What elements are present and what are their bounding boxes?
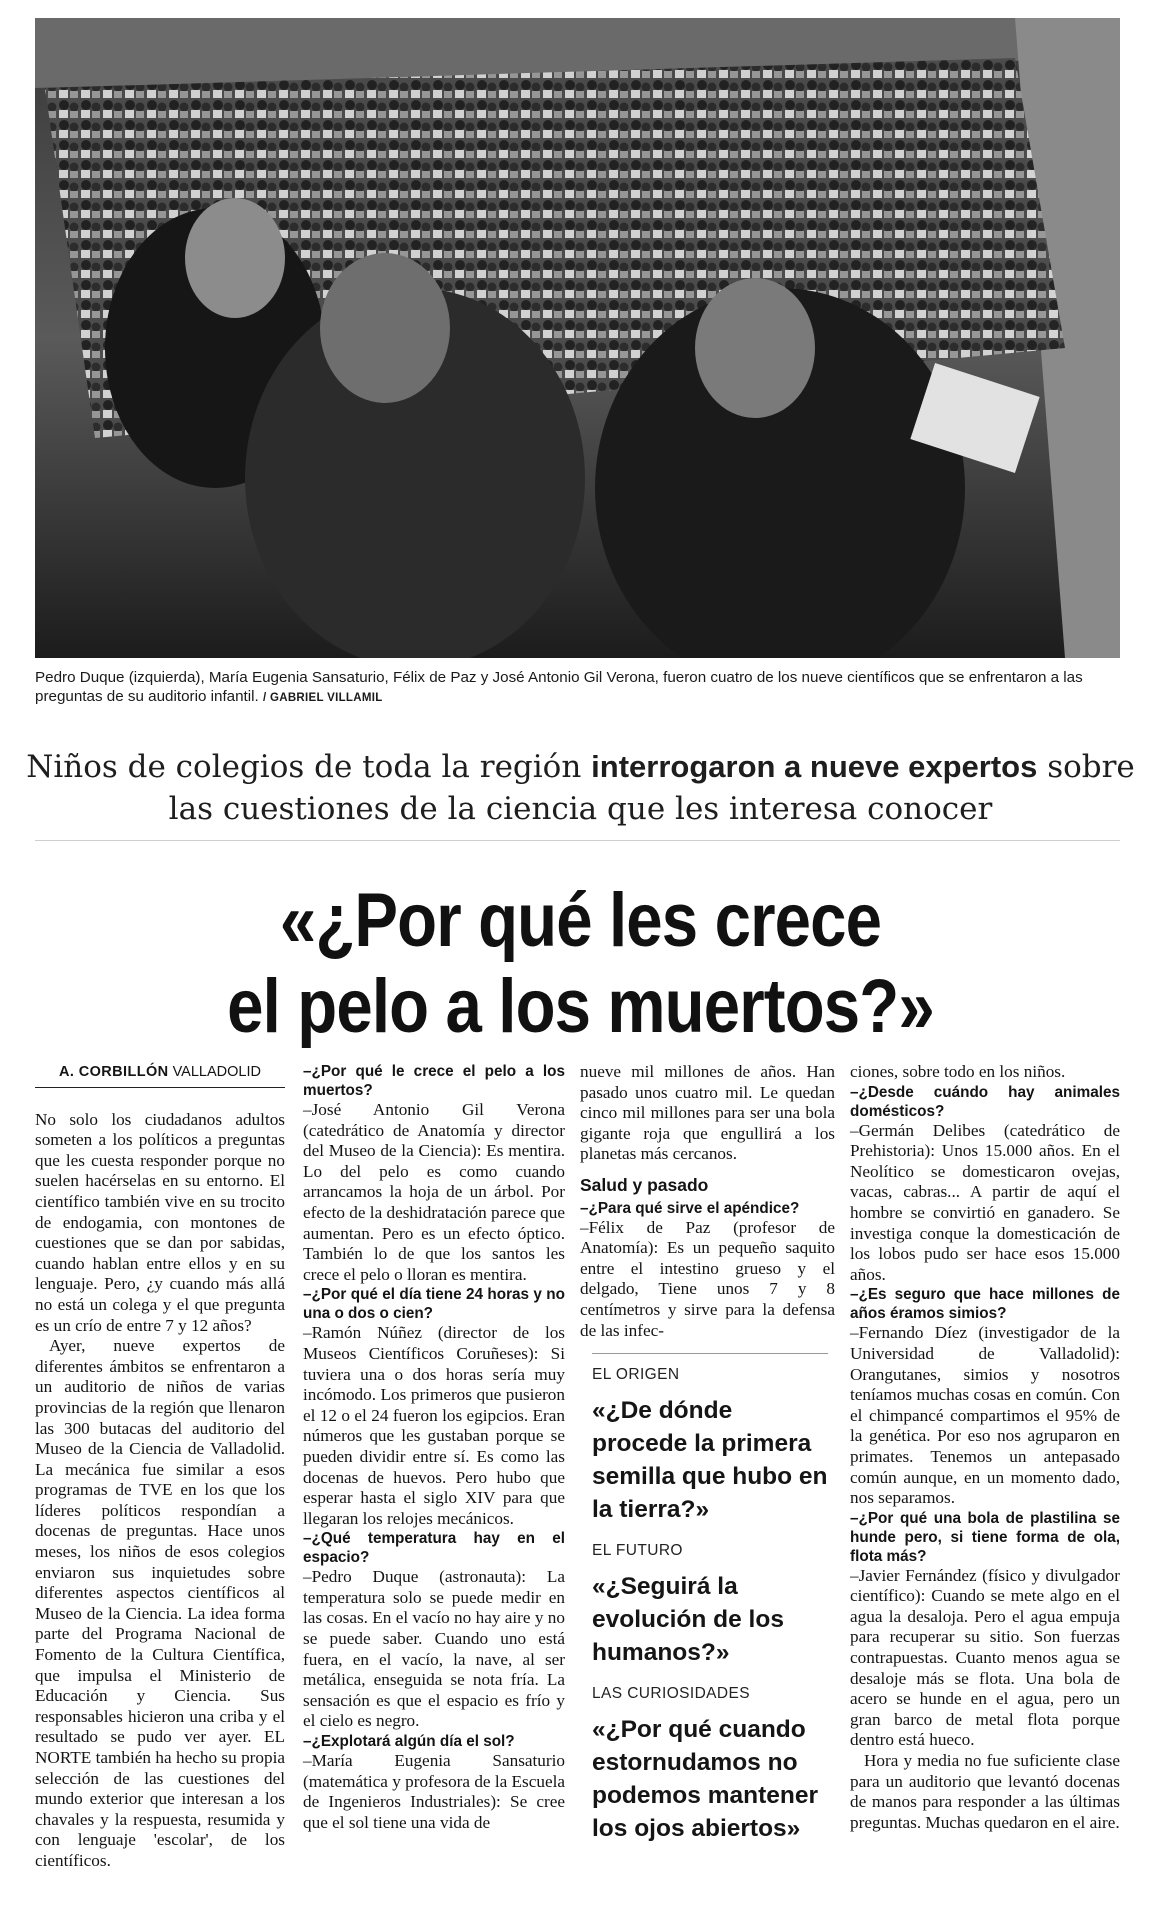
section-subhead: Salud y pasado bbox=[580, 1174, 709, 1195]
closing-paragraph: Hora y media no fue suficiente clase para un auditorio que levantó docenas de manos para responder a las últimas preguntas. Muchas quedaron en el aire. bbox=[850, 1751, 1120, 1832]
auditorium-photo bbox=[35, 18, 1120, 658]
answer: –Ramón Núñez (director de los Museos Científicos Coruñeses): Si tuviera una o dos horas sería muy incómodo. Los primeros que pusieron el 12 o el 24 fueron los egipcios. Eran números que les gustaban porque se pueden dividir entre sí. Es como las docenas de huevos. Pero hubo que esperar hasta el siglo XIV para que llegaran los relojes mecánicos. bbox=[303, 1323, 565, 1528]
kicker-divider bbox=[35, 840, 1120, 841]
headline-line-1: «¿Por qué les crece bbox=[279, 878, 882, 963]
question: –¿Por qué le crece el pelo a los muertos? bbox=[303, 1063, 565, 1099]
byline-author: A. CORBILLÓN bbox=[59, 1064, 169, 1080]
sidebar-question: «¿Seguirá la evolución de los humanos?» bbox=[592, 1573, 784, 1666]
headline-line-2: el pelo a los muertos?» bbox=[227, 964, 934, 1049]
article-column-1 bbox=[35, 1062, 285, 1872]
answer-continued: ciones, sobre todo en los niños. bbox=[850, 1062, 1066, 1081]
kicker-emphasis: interrogaron a nueve expertos bbox=[591, 749, 1038, 784]
question: –¿Qué temperatura hay en el espacio? bbox=[303, 1530, 565, 1567]
paragraph: No solo los ciudadanos adultos someten a los políticos a preguntas que les cuesta responder porque no suelen hacérselas en su entorno. El científico también vive en su trocito de endogamia, con montones de cuestiones que se dan por sabidas, cuando hablan entre ellos y en su lenguaje. Pero, ¿y cuando más allá no está un colega y el que pregunta es un crío de entre 7 y 12 años? bbox=[35, 1109, 285, 1335]
sidebar-label: EL FUTURO bbox=[592, 1542, 683, 1559]
answer: –Germán Delibes (catedrático de Prehistoria): Unos 15.000 años. En el Neolítico se domesticaron ovejas, vacas, cabras... A partir de aquí el hombre se convirtió en ganadero. Se investiga conque la domesticación de los lobos pudo ser hace esos 15.000 años. bbox=[850, 1120, 1120, 1284]
sidebar-label: LAS CURIOSIDADES bbox=[592, 1685, 750, 1702]
question: –¿Desde cuándo hay animales domésticos? bbox=[850, 1083, 1120, 1120]
answer: –Félix de Paz (profesor de Anatomía): Es un pequeño saquito entre el intestino grueso y el delgado, Tiene unos 7 y 8 centímetros y sirve para la defensa de las infec- bbox=[580, 1217, 835, 1340]
sidebar-label: EL ORIGEN bbox=[592, 1366, 680, 1383]
photo-caption bbox=[35, 668, 1120, 708]
question: –¿Por qué el día tiene 24 horas y no una o dos o cien? bbox=[303, 1286, 565, 1323]
byline bbox=[35, 1062, 285, 1088]
kicker-part-3: sobre bbox=[1037, 749, 1135, 785]
question: –¿Para qué sirve el apéndice? bbox=[580, 1199, 800, 1217]
sidebar-questions bbox=[592, 1353, 828, 1861]
article-column-2 bbox=[303, 1062, 565, 1833]
question: –¿Explotará algún día el sol? bbox=[303, 1733, 515, 1751]
answer: –Pedro Duque (astronauta): La temperatura solo se puede medir en las cosas. En el vacío no hay aire y no se puede saber. Cuando uno está fuera, en el vacío, la nave, al ser metálica, enseguida se nota fría. La sensación es que el espacio es frío y el cielo es negro. bbox=[303, 1567, 565, 1731]
byline-place: VALLADOLID bbox=[168, 1064, 261, 1080]
answer: –Javier Fernández (físico y divulgador científico): Cuando se mete algo en el agua la desaloja. Pero el agua empuja para recuperar su sitio. Son fuerzas contrapuestas. Cuanto menos agua se desaloje más se flota. Una bola de acero se hunde en el agua, pero un gran barco de metal flota porque dentro está hueco. bbox=[850, 1565, 1120, 1750]
question: –¿Es seguro que hace millones de años éramos simios? bbox=[850, 1286, 1120, 1323]
question: –¿Por qué una bola de plastilina se hunde pero, si tiene forma de ola, flota más? bbox=[850, 1509, 1120, 1565]
caption-text: Pedro Duque (izquierda), María Eugenia Sansaturio, Félix de Paz y José Antonio Gil Verona, fueron cuatro de los nueve científicos que se enfrentaron a las preguntas de su auditorio infantil. bbox=[35, 669, 1083, 705]
kicker-line-1 bbox=[0, 746, 1161, 788]
headline bbox=[81, 878, 1079, 1050]
answer: –María Eugenia Sansaturio (matemática y profesora de la Escuela de Ingenieros Industriales): Se cree que el sol tiene una vida de bbox=[303, 1751, 565, 1832]
sidebar-question: «¿De dónde procede la primera semilla que hubo en la tierra?» bbox=[592, 1397, 828, 1523]
photo-credit: / GABRIEL VILLAMIL bbox=[262, 692, 383, 704]
kicker-subheadline bbox=[0, 746, 1161, 830]
answer: –José Antonio Gil Verona (catedrático de Anatomía y director del Museo de la Ciencia): Es mentira. Lo del pelo es como cuando arrancamos la hoja de un árbol. Por efecto de la deshidratación parece que aumentan. Pero es un efecto óptico. También lo de que los santos les crece el pelo o lloran es mentira. bbox=[303, 1100, 565, 1284]
answer-continued: nueve mil millones de años. Han pasado unos cuatro mil. Le quedan cinco mil millones para ser una bola gigante roja que engullirá a los planetas más cercanos. bbox=[580, 1062, 835, 1164]
kicker-part-1: Niños de colegios de toda la región bbox=[26, 749, 592, 785]
paragraph: Ayer, nueve expertos de diferentes ámbitos se enfrentaron a un auditorio de niños de varias provincias de la región que llenaron las 300 butacas del auditorio del Museo de la Ciencia de Valladolid. La mecánica fue similar a esos programas de TVE en los que los líderes políticos respondían a docenas de preguntas. Hace unos meses, los niños de esos colegios enviaron sus inquietudes sobre diferentes aspectos científicos al Museo de la Ciencia. La idea forma parte del Programa Nacional de Fomento de la Cultura Científica, que impulsa el Ministerio de Educación y Ciencia. Sus responsables hicieron una criba y el resultado se pudo ver ayer. EL NORTE también ha hecho su propia selección de las cuestiones del mundo exterior que interesan a los chavales y la respuesta, resumida y con lenguaje 'escolar', de los científicos. bbox=[35, 1336, 285, 1870]
answer: –Fernando Díez (investigador de la Universidad de Valladolid): Orangutanes, simios y nosotros teníamos muchas cosas en común. Con el chimpancé compartimos el 95% de la genética. Por eso nos agruparon en primates. Tenemos un antepasado común aunque, en un momento dado, nos separamos. bbox=[850, 1323, 1120, 1508]
article-column-4 bbox=[850, 1062, 1120, 1833]
sidebar-question: «¿Por qué cuando estornudamos no podemos mantener los ojos abiertos» bbox=[592, 1716, 818, 1842]
article-column-3 bbox=[580, 1062, 835, 1341]
sidebar-divider bbox=[592, 1353, 828, 1354]
kicker-line-2: las cuestiones de la ciencia que les interesa conocer bbox=[168, 791, 993, 827]
